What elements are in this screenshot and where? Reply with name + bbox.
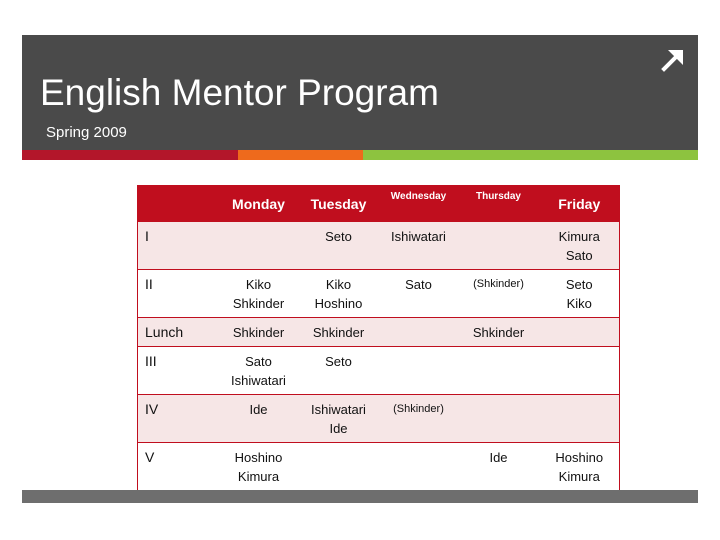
period-cell: V: [138, 443, 220, 491]
period-cell: III: [138, 347, 220, 395]
schedule-cell: Ishiwatari Ide: [298, 395, 380, 443]
schedule-cell: [380, 318, 458, 347]
header-cell-wednesday: Wednesday: [380, 186, 458, 222]
period-cell: I: [138, 222, 220, 270]
footer-bar: [22, 490, 698, 503]
schedule-cell: Sato Ishiwatari: [220, 347, 298, 395]
header-cell-tuesday: Tuesday: [298, 186, 380, 222]
schedule-cell: [540, 347, 620, 395]
schedule-cell: Shkinder: [298, 318, 380, 347]
accent-stripe-green: [363, 150, 698, 160]
accent-stripe-red: [22, 150, 238, 160]
header-cell-period: [138, 186, 220, 222]
table-row: [138, 270, 620, 318]
schedule-cell: [540, 395, 620, 443]
schedule-cell: Ide: [220, 395, 298, 443]
header-cell-friday: Friday: [540, 186, 620, 222]
schedule-cell: (Shkinder): [458, 270, 540, 318]
schedule-cell: Shkinder: [220, 318, 298, 347]
schedule-cell: Shkinder: [458, 318, 540, 347]
header-cell-thursday: Thursday: [458, 186, 540, 222]
schedule-cell: [220, 222, 298, 270]
period-cell: IV: [138, 395, 220, 443]
arrow-up-right-icon: [660, 47, 686, 73]
accent-stripe-orange: [238, 150, 363, 160]
slide-subtitle: Spring 2009: [46, 124, 127, 141]
schedule-cell: Seto Kiko: [540, 270, 620, 318]
table-row: [138, 347, 620, 395]
table-header-row: [138, 186, 620, 222]
header-cell-monday: Monday: [220, 186, 298, 222]
schedule-cell: [458, 395, 540, 443]
schedule-cell: [458, 222, 540, 270]
table-row: [138, 222, 620, 270]
schedule-cell: Ide: [458, 443, 540, 491]
schedule-cell: [540, 318, 620, 347]
slide-header: [22, 35, 698, 150]
schedule-cell: Hoshino Kimura: [540, 443, 620, 491]
schedule-cell: Seto: [298, 222, 380, 270]
schedule-cell: Kiko Hoshino: [298, 270, 380, 318]
mentor-schedule-table: [137, 185, 620, 491]
schedule-cell: Kiko Shkinder: [220, 270, 298, 318]
schedule-cell: Kimura Sato: [540, 222, 620, 270]
slide-title: English Mentor Program: [40, 72, 439, 113]
schedule-cell: [298, 443, 380, 491]
schedule-cell: [458, 347, 540, 395]
table-row: [138, 395, 620, 443]
schedule-cell: Seto: [298, 347, 380, 395]
schedule-cell: [380, 443, 458, 491]
schedule-cell: Sato: [380, 270, 458, 318]
table-row: [138, 318, 620, 347]
schedule-cell: Ishiwatari: [380, 222, 458, 270]
period-cell: Lunch: [138, 318, 220, 347]
period-cell: II: [138, 270, 220, 318]
table-row: [138, 443, 620, 491]
schedule-cell: [380, 347, 458, 395]
schedule-cell: (Shkinder): [380, 395, 458, 443]
schedule-cell: Hoshino Kimura: [220, 443, 298, 491]
